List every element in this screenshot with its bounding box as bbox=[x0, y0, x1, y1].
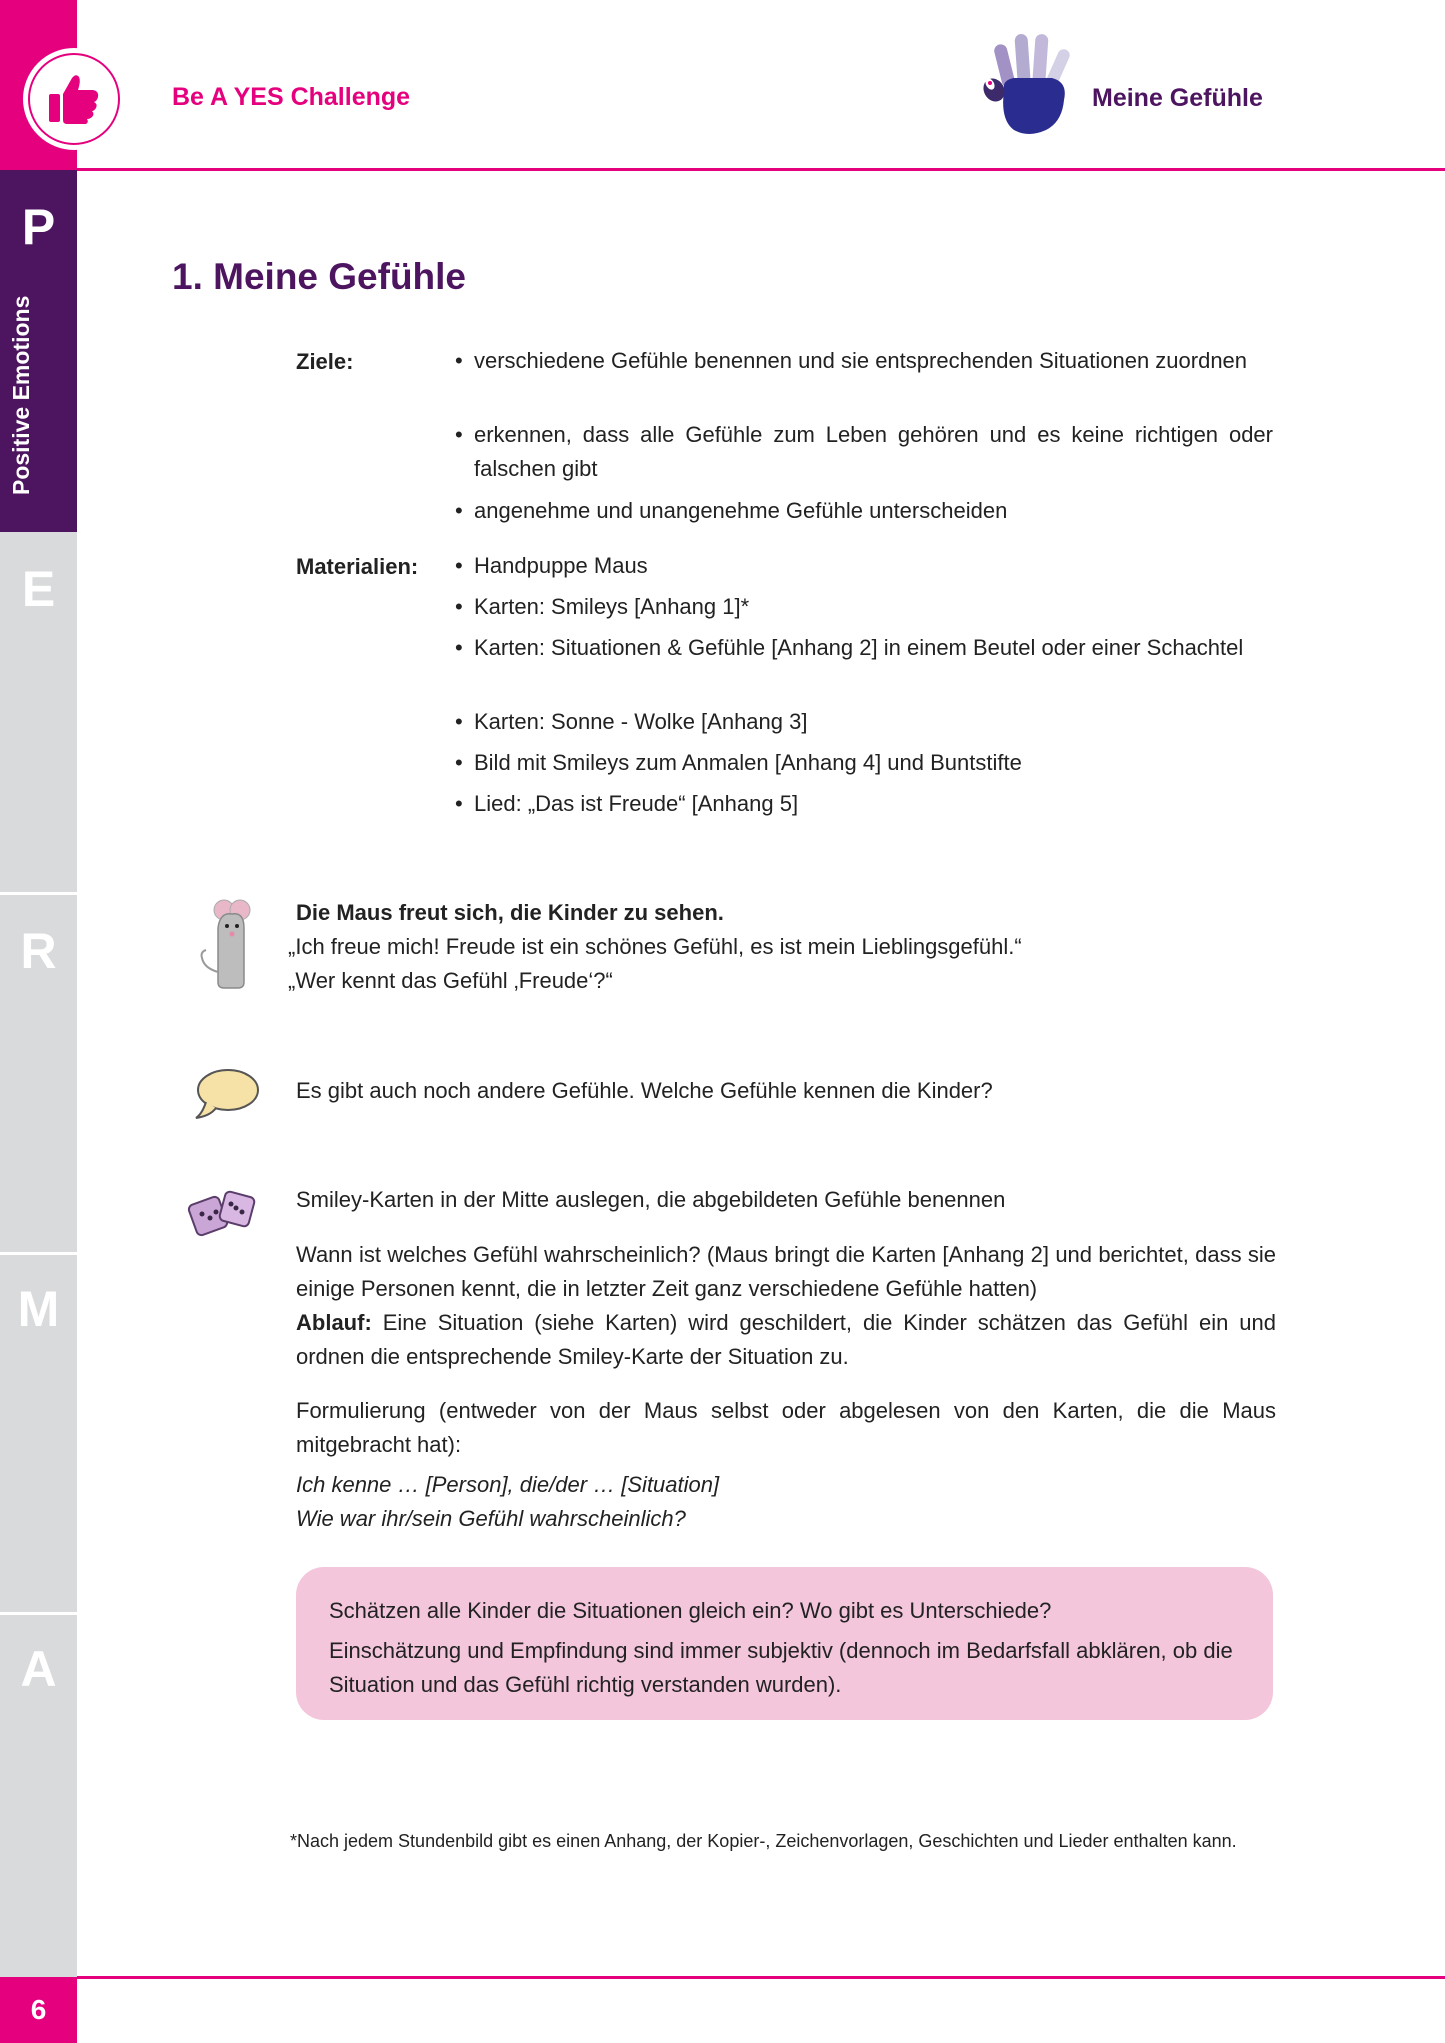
highlight-line-1: Schätzen alle Kinder die Situationen gleich ein? Wo gibt es Unterschiede? bbox=[329, 1598, 1052, 1623]
italic-line-2: Wie war ihr/sein Gefühl wahrscheinlich? bbox=[296, 1506, 686, 1531]
logo-inner bbox=[30, 55, 118, 143]
dice-paragraph-3: Formulierung (entweder von der Maus selbst oder abgelesen von den Karten, die die Maus mitgebracht hat): bbox=[296, 1398, 1276, 1457]
sidebar-letter-p: P bbox=[21, 199, 56, 255]
mouse-quote-2: „Wer kennt das Gefühl ‚Freude‘?“ bbox=[288, 968, 613, 993]
sidebar-divider bbox=[0, 1252, 77, 1255]
italic-line-1: Ich kenne … [Person], die/der … [Situation] bbox=[296, 1472, 720, 1497]
footer-divider bbox=[77, 1976, 1445, 1979]
dice-paragraph-1: Smiley-Karten in der Mitte auslegen, die abgebildeten Gefühle benennen bbox=[296, 1187, 1006, 1212]
page-number: 6 bbox=[0, 1977, 77, 2043]
sidebar-vertical-label-text: Positive Emotions bbox=[8, 295, 34, 495]
material-item: • Handpuppe Maus bbox=[455, 549, 1273, 583]
thumbs-up-icon bbox=[45, 70, 103, 128]
highlight-box bbox=[296, 1567, 1273, 1720]
mouse-icon bbox=[196, 898, 258, 990]
material-item: • Lied: „Das ist Freude“ [Anhang 5] bbox=[455, 787, 1273, 821]
page-title: 1. Meine Gefühle bbox=[172, 256, 467, 297]
dice-icon bbox=[186, 1186, 264, 1242]
sidebar-letter-m: M bbox=[17, 1281, 60, 1337]
mouse-section-title: Die Maus freut sich, die Kinder zu sehen. bbox=[296, 900, 724, 925]
highlight-line-2: Einschätzung und Empfindung sind immer subjektiv (dennoch im Bedarfsfall abklären, ob die Situation und das Gefühl richtig verstanden wurden). bbox=[329, 1638, 1233, 1697]
footnote: *Nach jedem Stundenbild gibt es einen Anhang, der Kopier-, Zeichenvorlagen, Geschichten und Lieder enthalten kann. bbox=[290, 1831, 1237, 1851]
speech-bubble-icon bbox=[192, 1066, 260, 1122]
sidebar-divider bbox=[0, 892, 77, 895]
goal-item: • verschiedene Gefühle benennen und sie entsprechenden Situationen zuordnen bbox=[455, 344, 1273, 378]
header-right-title: Meine Gefühle bbox=[1092, 84, 1263, 112]
ablauf-label: Ablauf: bbox=[296, 1310, 372, 1335]
sidebar-letter-a: A bbox=[20, 1641, 57, 1697]
ablauf-text: Eine Situation (siehe Karten) wird geschildert, die Kinder schätzen das Gefühl ein und ordnen die entsprechende Smiley-Karte der Situation zu. bbox=[296, 1310, 1276, 1369]
sidebar bbox=[0, 0, 77, 2043]
logo-badge bbox=[23, 48, 125, 150]
goal-item: • angenehme und unangenehme Gefühle unterscheiden bbox=[455, 494, 1273, 528]
material-item: • Karten: Smileys [Anhang 1]* bbox=[455, 590, 1273, 624]
sidebar-letter-e: E bbox=[21, 561, 56, 617]
goal-item: • erkennen, dass alle Gefühle zum Leben gehören und es keine richtigen oder falschen gibt bbox=[455, 418, 1273, 486]
material-item: • Karten: Sonne - Wolke [Anhang 3] bbox=[455, 705, 1273, 739]
materials-label: Materialien: bbox=[296, 554, 419, 579]
dice-paragraph-2: Wann ist welches Gefühl wahrscheinlich? (Maus bringt die Karten [Anhang 2] und berichtet, dass sie einige Personen kennt, die in letzter Zeit ganz verschiedene Gefühle hatten) bbox=[296, 1242, 1276, 1301]
material-item: • Karten: Situationen & Gefühle [Anhang 2] in einem Beutel oder einer Schachtel bbox=[455, 631, 1273, 665]
sidebar-letter-r: R bbox=[20, 923, 57, 979]
goals-label: Ziele: bbox=[296, 349, 354, 374]
header-divider bbox=[77, 168, 1445, 171]
header-title: Be A YES Challenge bbox=[172, 83, 411, 111]
sidebar-divider bbox=[0, 1612, 77, 1615]
material-item: • Bild mit Smileys zum Anmalen [Anhang 4] und Buntstifte bbox=[455, 746, 1273, 780]
speech-text: Es gibt auch noch andere Gefühle. Welche Gefühle kennen die Kinder? bbox=[296, 1078, 993, 1103]
ablauf-paragraph bbox=[296, 1306, 1276, 1374]
handprint-icon bbox=[978, 28, 1088, 140]
mouse-quote-1: „Ich freue mich! Freude ist ein schönes Gefühl, es ist mein Lieblingsgefühl.“ bbox=[288, 934, 1022, 959]
